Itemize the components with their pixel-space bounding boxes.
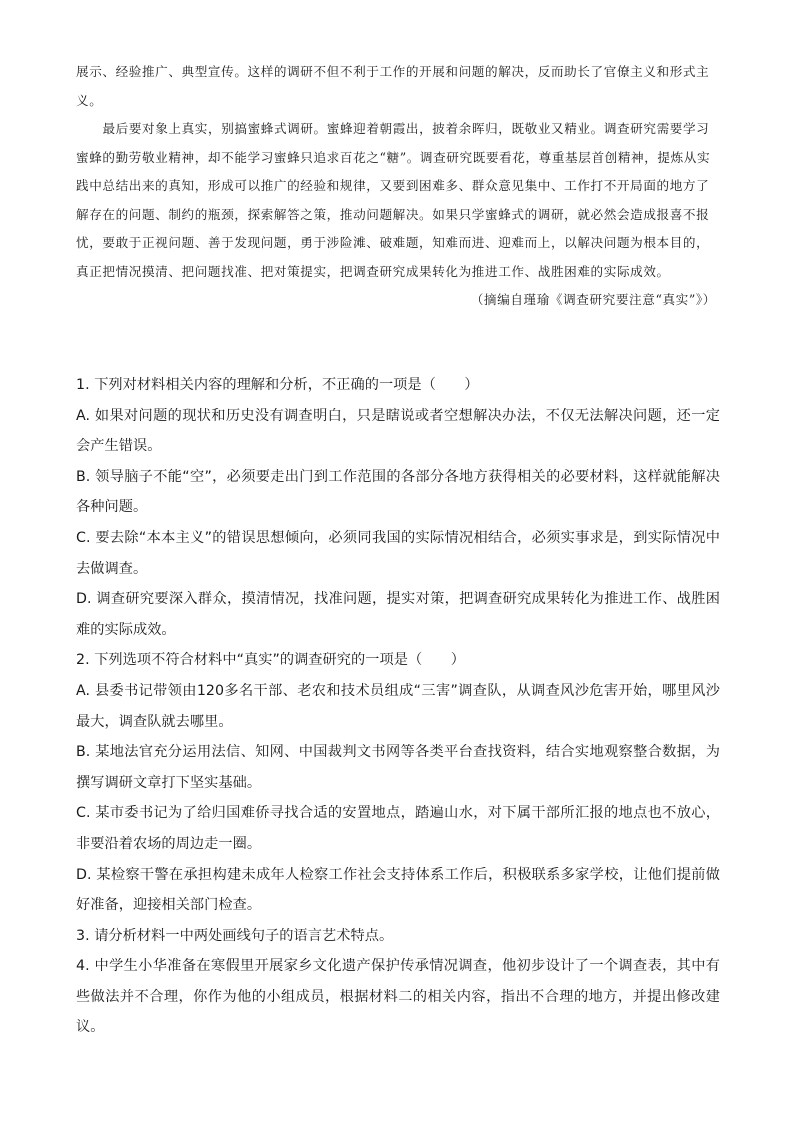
material-paragraph-1: 展示、经验推广、典型宣传。这样的调研不但不利于工作的开展和问题的解决，反而助长了官僚主义和形式主义。 <box>76 64 710 108</box>
question-1-option-d: D. 调查研究要深入群众，摸清情况，找准问题，提实对策，把调查研究成果转化为推进工作、战胜困难的实际成效。 <box>76 591 720 638</box>
reading-material <box>76 58 716 315</box>
question-2-option-a: A. 县委书记带领由120多名干部、老农和技术员组成“三害”调查队，从调查风沙危害开始，哪里风沙最大，调查队就去哪里。 <box>76 682 720 730</box>
question-4-stem: 4. 中学生小华准备在寒假里开展家乡文化遗产保护传承情况调查，他初步设计了一个调查表，其中有些做法并不合理，你作为他的小组成员，根据材料二的相关内容，指出不合理的地方，并提出修改建议。 <box>76 958 720 1036</box>
question-2-option-d: D. 某检察干警在承担构建未成年人检察工作社会支持体系工作后，积极联系多家学校，让他们提前做好准备，迎接相关部门检查。 <box>76 866 720 914</box>
question-2-stem: 2. 下列选项不符合材料中“真实”的调查研究的一项是（ ） <box>76 652 465 669</box>
question-1-option-c: C. 要去除“本本主义”的错误思想倾向，必须同我国的实际情况相结合，必须实事求是，到实际情况中去做调查。 <box>76 529 720 577</box>
question-2-option-b: B. 某地法官充分运用法信、知网、中国裁判文书网等各类平台查找资料，结合实地观察整合数据，为撰写调研文章打下坚实基础。 <box>76 744 720 791</box>
material-source: （摘编自瑾瑜《调查研究要注意“真实”》） <box>470 292 716 307</box>
question-1-option-a: A. 如果对问题的现状和历史没有调查明白，只是瞎说或者空想解决办法，不仅无法解决问题，还一定会产生错误。 <box>76 407 720 455</box>
question-list <box>76 370 720 1043</box>
question-2-option-c: C. 某市委书记为了给归国难侨寻找合适的安置地点，踏遍山水，对下属干部所汇报的地点也不放心，非要沿着农场的周边走一圈。 <box>76 805 720 852</box>
question-1-option-b: B. 领导脑子不能“空”，必须要走出门到工作范围的各部分各地方获得相关的必要材料，这样就能解决各种问题。 <box>76 468 720 516</box>
material-paragraph-2: 最后要对象上真实，别搞蜜蜂式调研。蜜蜂迎着朝霞出，披着余晖归，既敬业又精业。调查研究需要学习蜜蜂的勤劳敬业精神，却不能学习蜜蜂只追求百花之“糖”。调查研究既要看花，尊重基层首创精神，提炼从实践中总结出来的真知，形成可以推广的经验和规律，又要到困难多、群众意见集中、工作打不开局面的地方了解存在的问题、制约的瓶颈，探索解答之策，推动问题解决。如果只学蜜蜂式的调研，就必然会造成报喜不报忧，要敢于正视问题、善于发现问题，勇于涉险滩、破难题，知难而进、迎难而上，以解决问题为根本目的，真正把情况摸清、把问题找准、把对策提实，把调查研究成果转化为推进工作、战胜困难的实际成效。 <box>76 121 711 279</box>
question-1-stem: 1. 下列对材料相关内容的理解和分析，不正确的一项是（ ） <box>76 377 479 393</box>
question-3-stem: 3. 请分析材料一中两处画线句子的语言艺术特点。 <box>76 927 394 944</box>
